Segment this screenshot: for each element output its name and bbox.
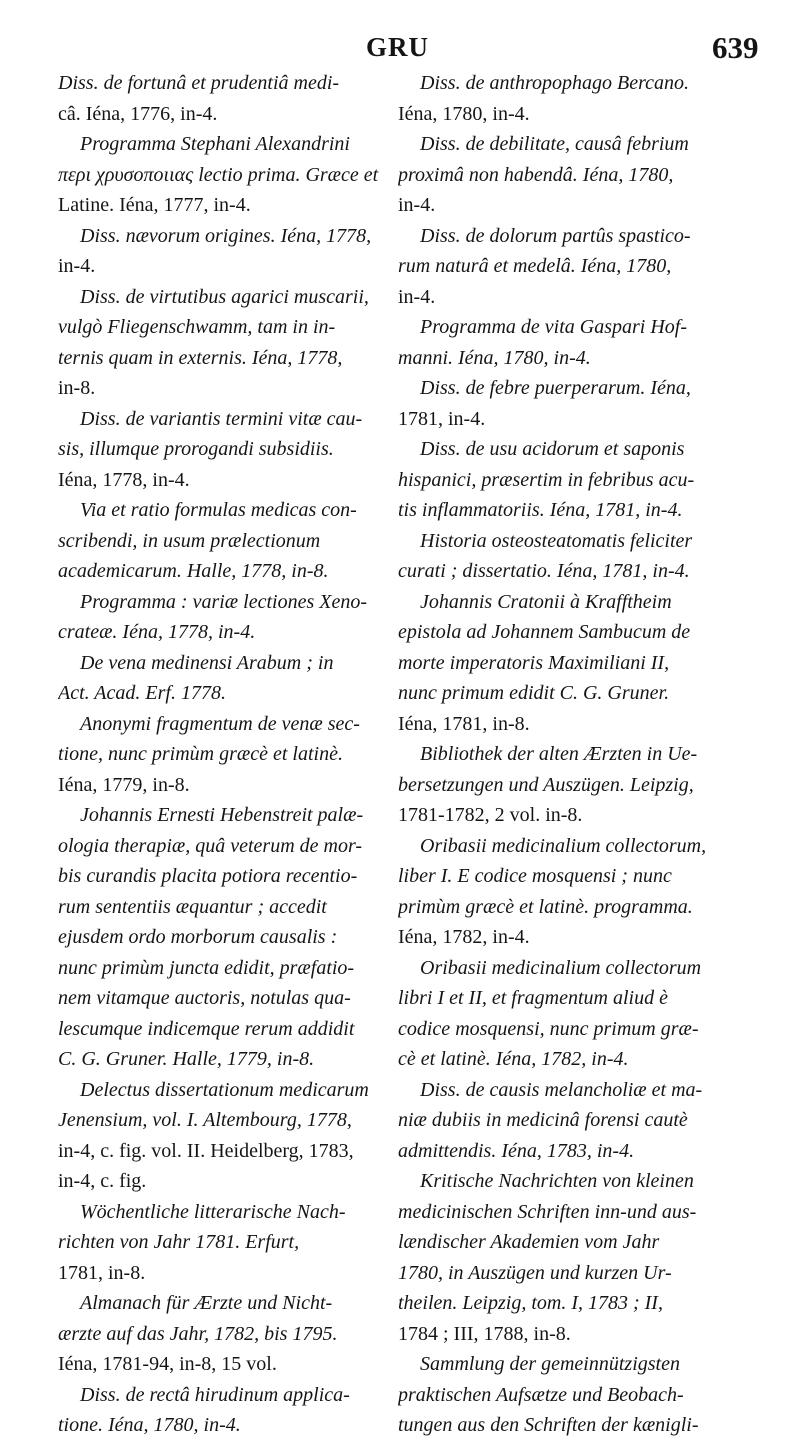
- text-line: nem vitamque auctoris, notulas qua-: [58, 987, 351, 1009]
- text-line: tione, nunc primùm græcè et latinè.: [58, 743, 343, 765]
- text-line: Kritische Nachrichten von kleinen: [420, 1170, 694, 1192]
- text-line: Diss. de anthropophago Bercano.: [420, 72, 690, 94]
- text-line: ternis quam in externis. Iéna, 1778,: [58, 346, 343, 369]
- text-line: Oribasii medicinalium collectorum: [420, 956, 702, 979]
- text-line: 1781, in-8.: [58, 1261, 146, 1284]
- text-line: praktischen Aufsætze und Beobach-: [398, 1383, 684, 1406]
- text-line: Iéna, 1780, in-4.: [398, 102, 530, 125]
- text-line: Almanach für Ærzte und Nicht-: [80, 1292, 333, 1314]
- text-line: ærzte auf das Jahr, 1782, bis 1795.: [58, 1322, 338, 1345]
- text-line: liber I. E codice mosquensi ; nunc: [398, 865, 672, 887]
- text-line: Jenensium, vol. I. Altembourg, 1778,: [58, 1109, 352, 1131]
- text-line: Wöchentliche litterarische Nach-: [80, 1200, 346, 1223]
- text-line: Programma : variæ lectiones Xeno-: [80, 590, 367, 613]
- text-line: scribendi, in usum prælectionum: [58, 529, 321, 552]
- text-line: Programma Stephani Alexandrini: [80, 133, 350, 155]
- text-line: 1780, in Auszügen und kurzen Ur-: [398, 1261, 672, 1284]
- text-line: câ. Iéna, 1776, in-4.: [58, 102, 218, 125]
- right-column: [398, 68, 746, 1441]
- text-line: Diss. de causis melancholiæ et ma-: [420, 1078, 703, 1101]
- text-line: Diss. de febre puerperarum. Iéna,: [420, 377, 691, 399]
- text-line: lescumque indicemque rerum addidit: [58, 1017, 355, 1040]
- text-line: admittendis. Iéna, 1783, in-4.: [398, 1139, 635, 1162]
- text-line: Diss. de fortunâ et prudentiâ medi-: [58, 72, 340, 94]
- text-line: Via et ratio formulas medicas con-: [80, 499, 357, 521]
- text-line: De vena medinensi Arabum ; in: [80, 651, 334, 674]
- text-line: Iéna, 1781-94, in-8, 15 vol.: [58, 1353, 277, 1375]
- text-line: Programma de vita Gaspari Hof-: [420, 316, 688, 338]
- text-line: Iéna, 1781, in-8.: [398, 712, 530, 735]
- text-line: morte imperatoris Maximiliani II,: [398, 651, 670, 674]
- text-line: codice mosquensi, nunc primum græ-: [398, 1017, 699, 1040]
- text-line: in-4.: [398, 285, 436, 308]
- text-line: cè et latinè. Iéna, 1782, in-4.: [398, 1048, 629, 1070]
- text-line: Iéna, 1778, in-4.: [58, 468, 190, 491]
- text-line: Latine. Iéna, 1777, in-4.: [58, 194, 251, 216]
- text-line: lændischer Akademien vom Jahr: [398, 1231, 660, 1253]
- text-line: proximâ non habendâ. Iéna, 1780,: [398, 163, 674, 186]
- text-line: nunc primùm juncta edidit, præfatio-: [58, 956, 355, 979]
- text-line: in-4.: [58, 255, 96, 277]
- header-headword: GRU: [366, 32, 429, 62]
- text-line: vulgò Fliegenschwamm, tam in in-: [58, 316, 336, 338]
- text-line: Bibliothek der alten Ærzten in Ue-: [420, 743, 698, 765]
- text-line: in-4, c. fig. vol. II. Heidelberg, 1783,: [58, 1139, 354, 1162]
- text-line: sis, illumque prorogandi subsidiis.: [58, 438, 334, 460]
- text-line: tungen aus den Schriften der kænigli-: [398, 1414, 699, 1436]
- text-line: epistola ad Johannem Sambucum de: [398, 621, 691, 643]
- text-line: περι χρυσοποιιας lectio prima. Græce et: [58, 163, 379, 186]
- text-line: manni. Iéna, 1780, in-4.: [398, 346, 591, 369]
- text-line: Diss. de variantis termini vitæ cau-: [80, 407, 363, 430]
- text-line: Johannis Ernesti Hebenstreit palæ-: [80, 804, 364, 826]
- text-line: nunc primum edidit C. G. Gruner.: [398, 682, 670, 704]
- text-line: Iéna, 1779, in-8.: [58, 773, 190, 796]
- text-line: Diss. de debilitate, causâ febrium: [420, 133, 689, 155]
- text-line: Diss. de rectâ hirudinum applica-: [80, 1383, 350, 1406]
- text-line: in-4.: [398, 194, 436, 216]
- text-line: Diss. de virtutibus agarici muscarii,: [80, 285, 369, 308]
- text-line: hispanici, præsertim in febribus acu-: [398, 468, 695, 491]
- text-line: Johannis Cratonii à Krafftheim: [420, 590, 672, 613]
- text-line: rum naturâ et medelâ. Iéna, 1780,: [398, 255, 672, 277]
- text-line: 1781, in-4.: [398, 407, 486, 430]
- text-line: ejusdem ordo morborum causalis :: [58, 926, 338, 948]
- text-line: in-4, c. fig.: [58, 1170, 147, 1192]
- text-line: Diss. nævorum origines. Iéna, 1778,: [80, 224, 372, 247]
- text-line: tione. Iéna, 1780, in-4.: [58, 1414, 241, 1436]
- text-line: 1784 ; III, 1788, in-8.: [398, 1322, 571, 1345]
- text-line: richten von Jahr 1781. Erfurt,: [58, 1231, 300, 1253]
- text-line: in-8.: [58, 377, 96, 399]
- text-line: C. G. Gruner. Halle, 1779, in-8.: [58, 1048, 315, 1070]
- text-line: Sammlung der gemeinnützigsten: [420, 1353, 680, 1375]
- text-line: niæ dubiis in medicinâ forensi cautè: [398, 1109, 688, 1131]
- text-line: theilen. Leipzig, tom. I, 1783 ; II,: [398, 1292, 663, 1314]
- text-line: Historia osteosteatomatis feliciter: [420, 529, 693, 552]
- text-line: academicarum. Halle, 1778, in-8.: [58, 560, 329, 582]
- text-line: curati ; dissertatio. Iéna, 1781, in-4.: [398, 560, 690, 582]
- text-line: bersetzungen und Auszügen. Leipzig,: [398, 773, 694, 796]
- text-line: 1781-1782, 2 vol. in-8.: [398, 804, 583, 826]
- text-line: Iéna, 1782, in-4.: [398, 926, 530, 948]
- text-line: Diss. de usu acidorum et saponis: [420, 438, 685, 460]
- text-line: primùm græcè et latinè. programma.: [398, 895, 693, 918]
- left-column: [58, 68, 388, 1441]
- text-line: tis inflammatoriis. Iéna, 1781, in-4.: [398, 499, 683, 521]
- text-line: rum sententiis æquantur ; accedit: [58, 895, 327, 918]
- text-line: Oribasii medicinalium collectorum,: [420, 834, 707, 857]
- text-line: medicinischen Schriften inn-und aus-: [398, 1200, 697, 1223]
- text-line: bis curandis placita potiora recentio-: [58, 865, 358, 887]
- text-line: crateæ. Iéna, 1778, in-4.: [58, 621, 256, 643]
- page-number: 639: [712, 30, 759, 65]
- text-line: ologia therapiæ, quâ veterum de mor-: [58, 834, 363, 857]
- text-line: Anonymi fragmentum de venæ sec-: [80, 712, 360, 735]
- text-line: Diss. de dolorum partûs spastico-: [420, 224, 691, 247]
- text-line: libri I et II, et fragmentum aliud è: [398, 987, 668, 1009]
- text-line: Act. Acad. Erf. 1778.: [58, 682, 226, 704]
- text-line: Delectus dissertationum medicarum: [80, 1078, 369, 1101]
